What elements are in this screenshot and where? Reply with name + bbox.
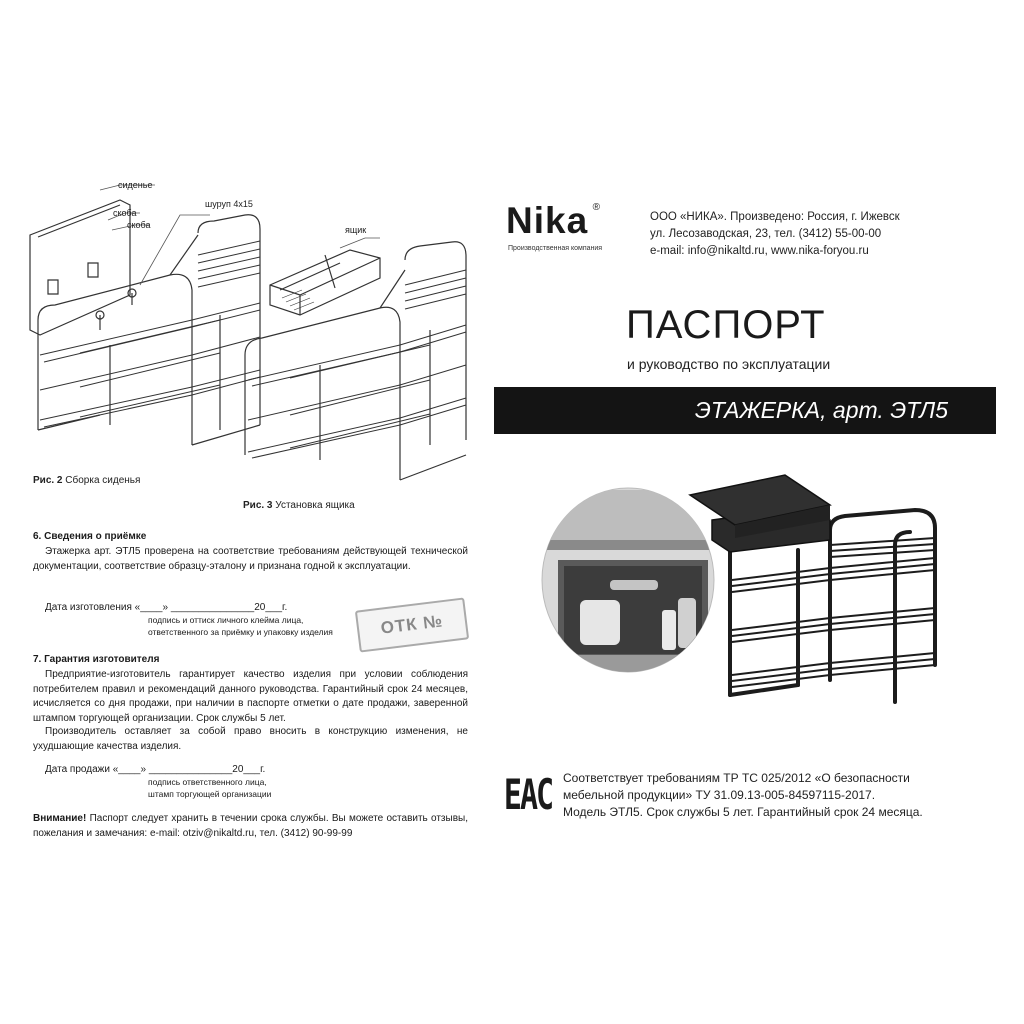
section7-body-2: Производитель оставляет за собой право вносить в конструкцию изменения, не ухудшающие качества изделия. bbox=[33, 726, 468, 752]
fig2-number: Рис. 2 bbox=[33, 475, 63, 486]
fig2-caption bbox=[33, 475, 140, 486]
manufacture-date-line: Дата изготовления «____» _______________20___г. bbox=[45, 602, 288, 613]
eac-mark bbox=[505, 770, 551, 820]
brand-tagline: Производственная компания bbox=[508, 245, 603, 252]
sale-signature-line-2: штамп торгующей организации bbox=[148, 789, 272, 799]
fig3-number: Рис. 3 bbox=[243, 500, 273, 511]
label-bracket-1: скоба bbox=[113, 208, 137, 218]
conformity-line-3: Модель ЭТЛ5. Срок службы 5 лет. Гарантийный срок 24 месяца. bbox=[563, 805, 923, 819]
conformity-line-1: Соответствует требованиям ТР ТС 025/2012 «О безопасности bbox=[563, 771, 910, 785]
sale-signature-line-1: подпись ответственного лица, bbox=[148, 777, 267, 787]
label-drawer: ящик bbox=[345, 225, 367, 235]
notice-paragraph bbox=[33, 812, 468, 841]
conformity-line-2: мебельной продукции» ТУ 31.09.13-005-84597115-2017. bbox=[563, 788, 876, 802]
acceptance-signature-line-2: ответственного за приёмку и упаковку изделия bbox=[148, 627, 333, 637]
product-photo bbox=[540, 470, 950, 710]
passport-subtitle: и руководство по эксплуатации bbox=[627, 356, 831, 372]
fig2-text: Сборка сиденья bbox=[65, 475, 141, 486]
eac-mark-text: EAC bbox=[503, 770, 553, 820]
fig3-drawer-installation-drawing bbox=[240, 230, 480, 495]
label-seat: сиденье bbox=[118, 180, 153, 190]
fig3-text: Установка ящика bbox=[275, 500, 355, 511]
notice-text: Паспорт следует хранить в течении срока службы. Вы можете оставить отзывы, пожелания и замечания: e-mail: otziv@nikaltd.ru, тел. (3412) 90-99-99 bbox=[33, 813, 468, 839]
notice-bold: Внимание! bbox=[33, 813, 87, 824]
product-banner: ЭТАЖЕРКА, арт. ЭТЛ5 bbox=[494, 387, 996, 434]
label-screw: шуруп 4х15 bbox=[205, 199, 253, 209]
otk-stamp bbox=[355, 597, 469, 652]
contact-line-3: e-mail: info@nikaltd.ru, www.nika-foryou.ru bbox=[650, 245, 869, 257]
section6-body: Этажерка арт. ЭТЛ5 проверена на соответствие требованиям действующей технической документации, соответствие образцу-эталону и признана годной к эксплуатации. bbox=[33, 546, 468, 572]
nika-logo bbox=[506, 200, 600, 242]
section6-heading: 6. Сведения о приёмке bbox=[33, 531, 147, 542]
fig3-caption bbox=[243, 500, 355, 511]
contact-line-2: ул. Лесозаводская, 23, тел. (3412) 55-00-00 bbox=[650, 228, 882, 240]
nika-logo-text: Nika bbox=[506, 200, 589, 241]
section7-heading: 7. Гарантия изготовителя bbox=[33, 654, 160, 665]
acceptance-signature-line-1: подпись и оттиск личного клейма лица, bbox=[148, 615, 304, 625]
section7-body-1: Предприятие-изготовитель гарантирует качество изделия при условии соблюдения потребителем правил и рекомендаций данного руководства. Гарантийный срок 24 месяцев, исчисляется со дня продажи, при наличии в паспорте отметки о дате продажи, заверенной штампом торгующей организации. Срок службы 5 лет. bbox=[33, 669, 468, 724]
registered-mark: ® bbox=[592, 202, 600, 213]
passport-title: ПАСПОРТ bbox=[626, 303, 826, 347]
label-bracket-2: скоба bbox=[127, 220, 151, 230]
contact-line-1: ООО «НИКА». Произведено: Россия, г. Ижевск bbox=[650, 211, 900, 223]
otk-stamp-text: ОТК № bbox=[379, 611, 445, 638]
sale-date-line: Дата продажи «____» _______________20___г. bbox=[45, 764, 266, 775]
